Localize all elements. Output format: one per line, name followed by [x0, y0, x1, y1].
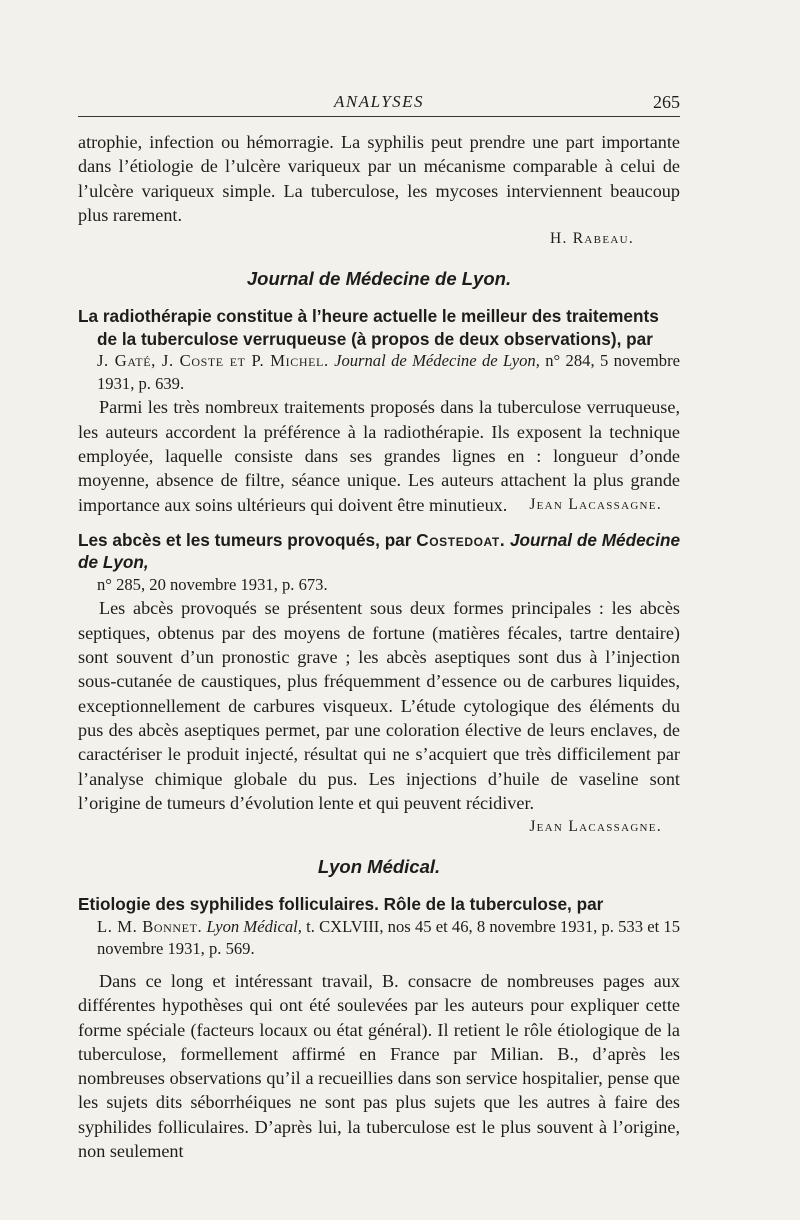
by-word: par — [384, 529, 412, 550]
section-title-lyon-medical: Lyon Médical. — [317, 856, 441, 878]
article-title-line: de la tuberculose verruqueuse (à propos de deux observations), — [97, 328, 622, 349]
running-title: ANALYSES — [333, 92, 425, 111]
article-details: t. CXLVIII, nos 45 et 46, 8 novembre 1931, p. 533 et 15 novembre 1931, p. 569. — [97, 916, 680, 959]
intro-paragraph: atrophie, infection ou hémorragie. La syphilis peut prendre une part importante dans l’étiologie de l’ulcère variqueux par un mécanisme comparable à celui de l’ulcère variqueux simple. La tuberculose, les mycoses interviennent beaucoup plus rarement. — [78, 132, 680, 225]
running-header — [78, 92, 680, 117]
article-journal: Journal de Médecine de Lyon, — [334, 351, 540, 371]
signature-lacassagne: Jean Lacassagne. — [529, 495, 662, 513]
article-authors: Costedoat. — [416, 529, 506, 550]
section-title-journal-lyon: Journal de Médecine de Lyon. — [246, 268, 512, 290]
article-reference — [78, 350, 680, 395]
by-word: par — [626, 328, 653, 349]
article-reference — [78, 574, 680, 597]
article-abstract: Les abcès provoqués se présentent sous deux formes principales : les abcès septiques, obtenus par des moyens de fortune (matières fécales, tartre dentaire) sont souvent d’un pronostic grave ; les abcès aseptiques sont dus à l’injection sous-cutanée de caustiques, plus fréquemment d’essence ou de carbures liquides, exceptionnellement de carbures visqueux. L’étude cytologique des éléments du pus des abcès aseptiques permet, par une coloration élective de leurs enclaves, de caractériser le produit injecté, résultat qui ne s’acquiert que très difficilement par l’analyse chimique globale du pus. Les injections d’huile de vaseline sont l’origine de tumeurs d’évolution lente et qui peuvent récidiver. — [78, 598, 680, 813]
article-title-line: La radiothérapie constitue à l’heure actuelle le meilleur des traitements — [78, 306, 659, 327]
article-title-line: Etiologie des syphilides folliculaires. Rôle de la tuberculose, — [78, 894, 572, 915]
article-title-line: Les abcès et les tumeurs provoqués, — [78, 529, 380, 550]
abstract-text: Parmi les très nombreux traitements proposés dans la tuberculose verruqueuse, les auteurs accordent la préférence à la radiothérapie. Ils exposent la technique employée, laquelle consiste dans ses grandes lignes en : longueur d’onde moyenne, absence de filtre, séance unique. Les auteurs attachent la plus grande importance aux soins ultérieurs qui doivent être minutieux. — [78, 397, 680, 515]
article-abstract: Dans ce long et intéressant travail, B. consacre de nombreuses pages aux différentes hypothèses qui ont été soulevées par les auteurs pour expliquer cette forme spéciale (facteurs locaux ou état général). Il retient le rôle étiologique de la tuberculose, formellement affirmé en France par Milian. B., d’après les nombreuses observations qu’il a recueillies dans son service hospitalier, pense que les sujets dits séborrhéiques ne sont pas plus sujets que les autres à faire des syphilides folliculaires. D’après lui, la tuberculose est le plus souvent à l’origine, non seulement — [78, 970, 680, 1162]
article-journal: Journal de Médecine de Lyon, — [78, 529, 681, 573]
article-abstract — [78, 395, 680, 516]
signature-lacassagne: Jean Lacassagne. — [529, 818, 662, 836]
article-authors: J. Gaté, J. Coste et P. Michel. — [97, 351, 329, 371]
article-title — [78, 893, 680, 916]
article-details: n° 285, 20 novembre 1931, p. 673. — [97, 574, 328, 594]
article-title — [78, 305, 680, 350]
page-body — [78, 130, 680, 1163]
by-word: par — [576, 894, 604, 915]
page-number: 265 — [653, 92, 680, 112]
article-authors: L. M. Bonnet. — [97, 916, 203, 936]
article-reference — [78, 916, 680, 961]
article-journal: Lyon Médical, — [206, 916, 302, 936]
signature-rabeau: H. Rabeau. — [549, 230, 634, 248]
article-details: n° 284, 5 novembre 1931, p. 639. — [97, 351, 680, 393]
article-title — [78, 529, 680, 574]
